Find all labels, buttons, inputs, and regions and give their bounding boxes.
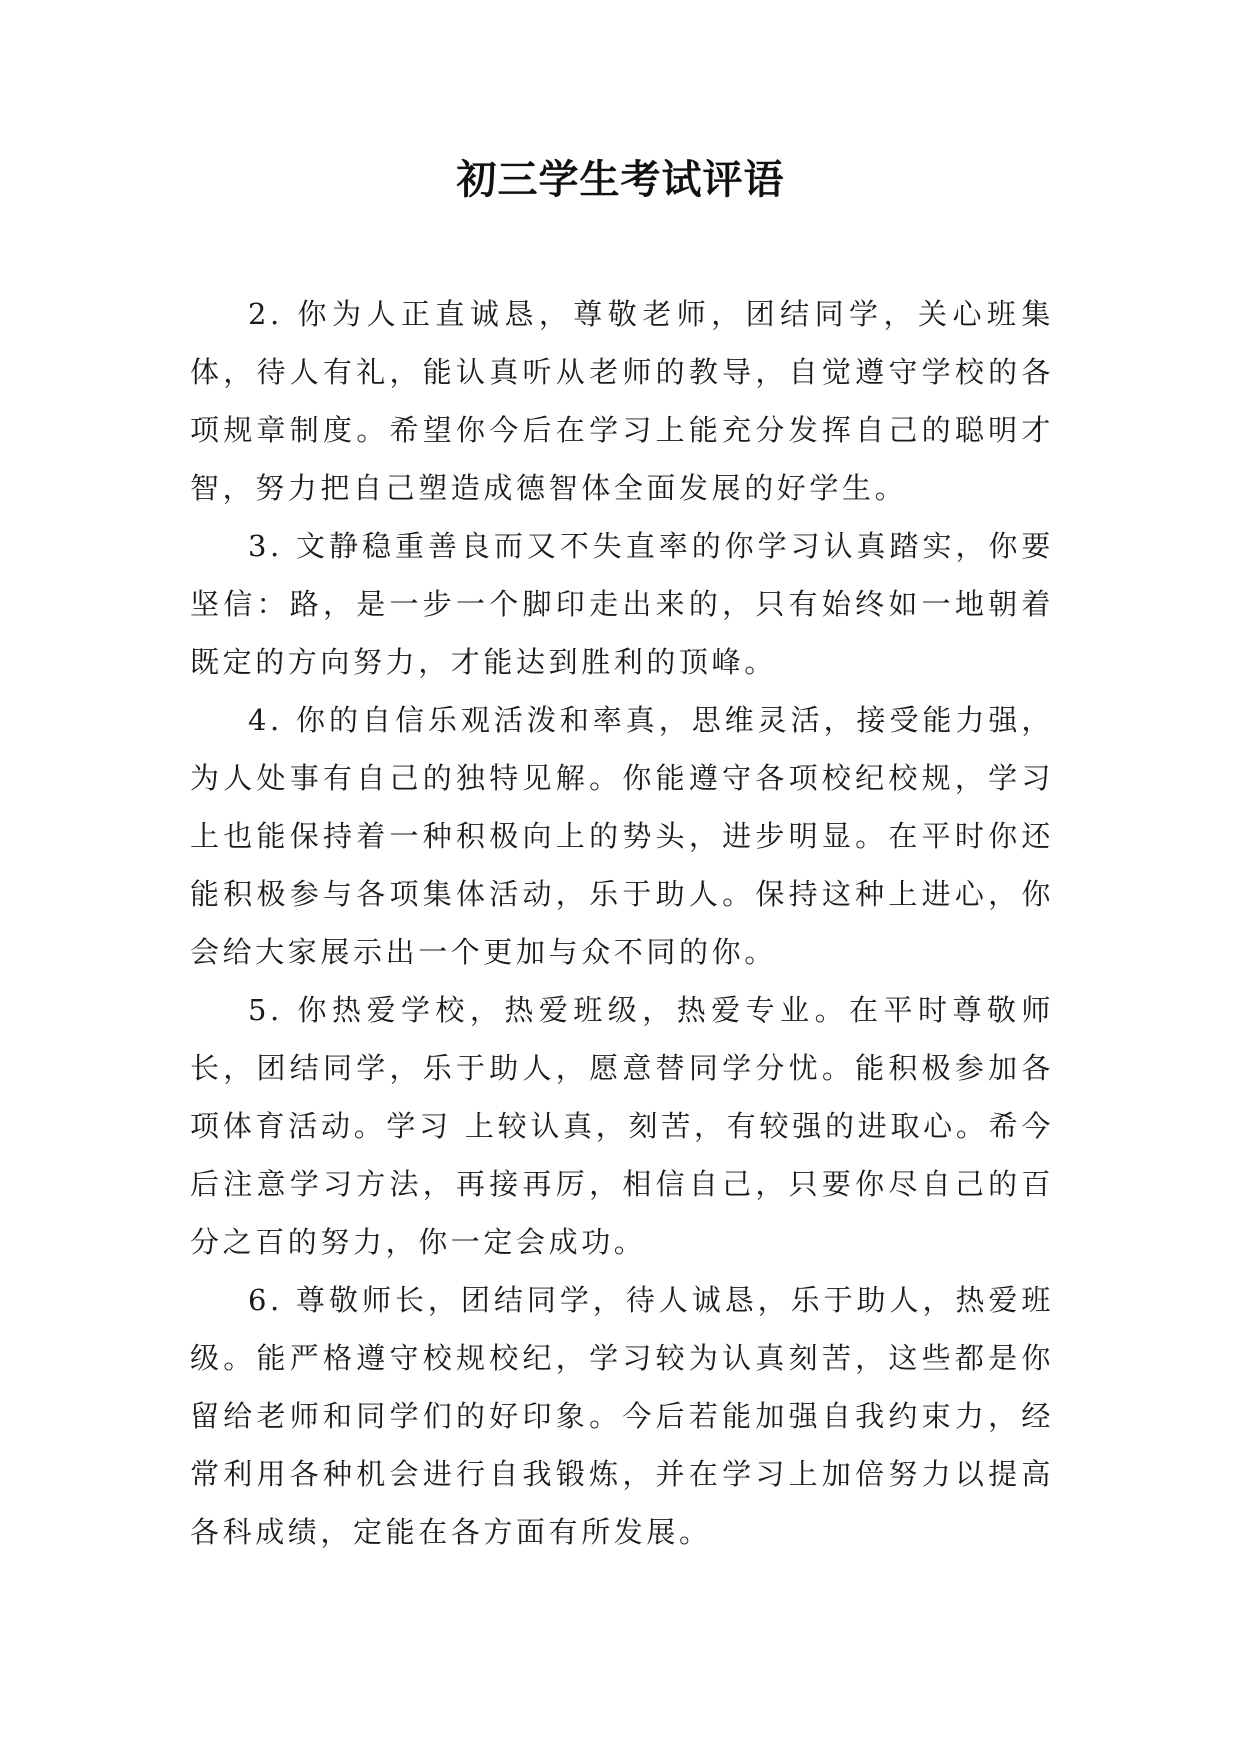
document-body bbox=[190, 285, 1054, 1561]
comment-paragraph-3: 3. 文静稳重善良而又不失直率的你学习认真踏实，你要坚信：路，是一步一个脚印走出来的，只有始终如一地朝着既定的方向努力，才能达到胜利的顶峰。 bbox=[190, 529, 1054, 679]
comment-paragraph-2: 2. 你为人正直诚恳，尊敬老师，团结同学，关心班集体，待人有礼，能认真听从老师的教导，自觉遵守学校的各项规章制度。希望你今后在学习上能充分发挥自己的聪明才智，努力把自己塑造成德智体全面发展的好学生。 bbox=[190, 297, 1054, 505]
comment-paragraph-4: 4. 你的自信乐观活泼和率真，思维灵活，接受能力强，为人处事有自己的独特见解。你能遵守各项校纪校规，学习上也能保持着一种积极向上的势头，进步明显。在平时你还能积极参与各项集体活动，乐于助人。保持这种上进心，你会给大家展示出一个更加与众不同的你。 bbox=[190, 703, 1054, 969]
document-title: 初三学生考试评语 bbox=[456, 157, 785, 203]
comment-paragraph-6: 6. 尊敬师长，团结同学，待人诚恳，乐于助人，热爱班级。能严格遵守校规校纪，学习较为认真刻苦，这些都是你留给老师和同学们的好印象。今后若能加强自我约束力，经常利用各种机会进行自我锻炼，并在学习上加倍努力以提高各科成绩，定能在各方面有所发展。 bbox=[190, 1283, 1054, 1549]
comment-paragraph-5: 5. 你热爱学校，热爱班级，热爱专业。在平时尊敬师长，团结同学，乐于助人，愿意替同学分忧。能积极参加各项体育活动。学习 上较认真，刻苦，有较强的进取心。希今后注意学习方法，再接再厉，相信自己，只要你尽自己的百分之百的努力，你一定会成功。 bbox=[190, 993, 1054, 1259]
